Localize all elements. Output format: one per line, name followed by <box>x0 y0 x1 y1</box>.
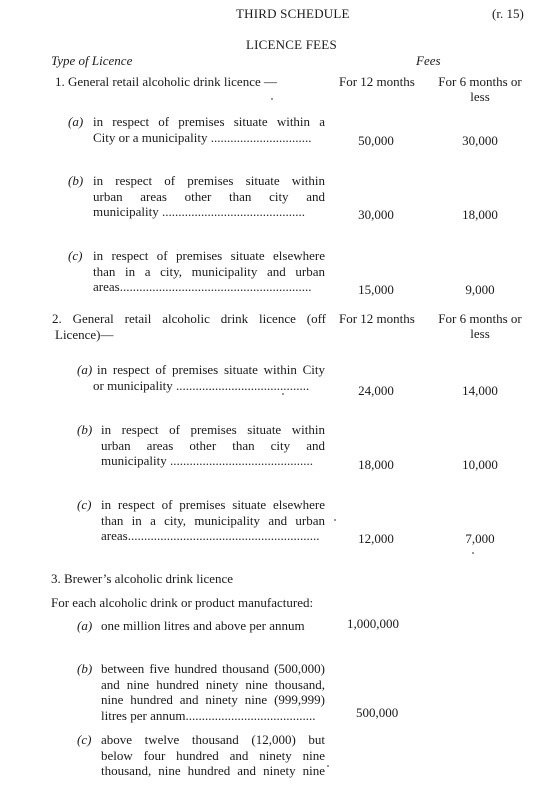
item-3a-fee: 1,000,000 <box>347 616 399 631</box>
table-title: LICENCE FEES <box>246 37 337 52</box>
item-1b-fee-6-months: 18,000 <box>462 207 498 222</box>
item-3c-description: above twelve thousand (12,000) but below four hundred and ninety nine thousand, nine hundred and ninety nine <box>101 732 325 778</box>
section-1-col-6-months: For 6 months or <box>438 74 522 89</box>
item-3a-label: (a) <box>77 618 93 633</box>
item-1b-label: (b) <box>68 173 84 188</box>
item-1a-fee-12-months: 50,000 <box>358 133 394 148</box>
item-1c-fee-6-months: 9,000 <box>465 282 495 297</box>
section-1-col-12-months: For 12 months <box>339 74 415 89</box>
rule-reference: (r. 15) <box>492 6 524 21</box>
item-1b-description: in respect of premises situate within urban areas other than city and municipality ............................................ <box>93 173 325 219</box>
column-header-type: Type of Licence <box>51 53 133 68</box>
item-3b-fee: 500,000 <box>356 705 399 720</box>
item-2b-fee-6-months: 10,000 <box>462 457 498 472</box>
item-2c-fee-12-months: 12,000 <box>358 531 394 546</box>
item-2c-fee-6-months: 7,000 <box>465 531 495 546</box>
item-2b-label: (b) <box>77 422 93 437</box>
section-3-heading: 3. Brewer’s alcoholic drink licence <box>51 571 234 586</box>
scan-speck <box>472 552 474 554</box>
section-1-heading: 1. General retail alcoholic drink licence — <box>55 74 277 89</box>
item-2c-label: (c) <box>77 497 92 512</box>
section-2-col-6-months-cont: less <box>470 326 490 341</box>
item-1a-label: (a) <box>68 114 84 129</box>
scan-speck <box>334 519 336 521</box>
scan-speck <box>271 98 273 100</box>
section-3-subheading: For each alcoholic drink or product manufactured: <box>51 595 314 610</box>
section-1-col-6-months-cont: less <box>470 89 490 104</box>
item-2a-fee-6-months: 14,000 <box>462 383 498 398</box>
item-1c-description: in respect of premises situate elsewhere than in a city, municipality and urban areas........................................................... <box>93 248 325 294</box>
item-2a-label: (a) <box>77 362 93 377</box>
item-3c-label: (c) <box>77 732 92 747</box>
section-2-col-6-months: For 6 months or <box>438 311 522 326</box>
section-2-heading: 2. General retail alcoholic drink licence (off Licence)— <box>52 311 326 342</box>
item-2b-fee-12-months: 18,000 <box>358 457 394 472</box>
scan-speck <box>282 393 284 395</box>
item-2a-fee-12-months: 24,000 <box>358 383 394 398</box>
item-1b-fee-12-months: 30,000 <box>358 207 394 222</box>
item-1a-fee-6-months: 30,000 <box>462 133 498 148</box>
item-2a-description: in respect of premises situate within City or municipality ......................................... <box>93 362 325 393</box>
item-1c-fee-12-months: 15,000 <box>358 282 394 297</box>
column-header-fees: Fees <box>416 53 441 68</box>
item-2c-description: in respect of premises situate elsewhere than in a city, municipality and urban areas........................................................... <box>101 497 325 543</box>
schedule-title: THIRD SCHEDULE <box>236 6 350 21</box>
item-1c-label: (c) <box>68 248 83 263</box>
item-3a-description: one million litres and above per annum <box>101 618 305 633</box>
item-3b-description: between five hundred thousand (500,000) and nine hundred ninety nine thousand, nine hundred and ninety nine (999,999) litres per annum........................................ <box>101 661 325 723</box>
item-2b-description: in respect of premises situate within urban areas other than city and municipality ............................................ <box>101 422 325 468</box>
scan-speck <box>327 765 329 767</box>
item-1a-description: in respect of premises situate within a City or a municipality ............................... <box>93 114 325 145</box>
item-3b-label: (b) <box>77 661 93 676</box>
section-2-col-12-months: For 12 months <box>339 311 415 326</box>
